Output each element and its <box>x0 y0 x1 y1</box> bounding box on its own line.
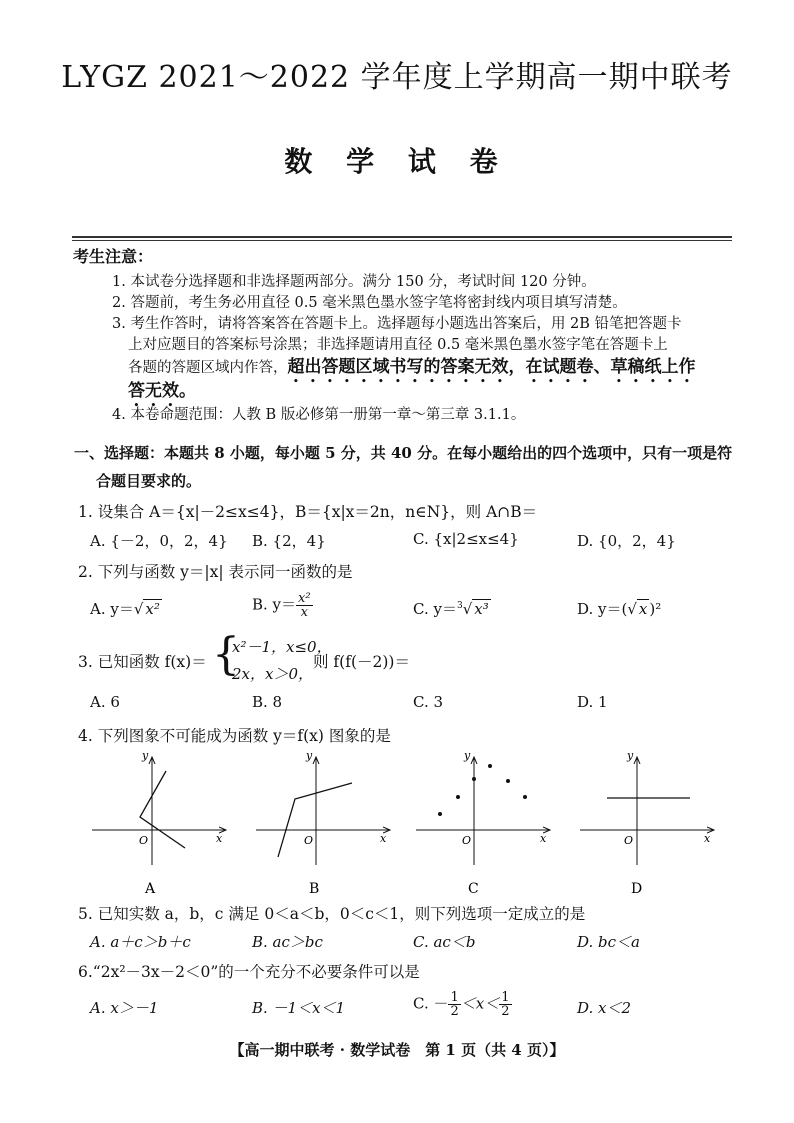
question-1-stem: 1. 设集合 A＝{x|－2≤x≤4}，B＝{x|x＝2n，n∈N}，则 A∩B＝ <box>78 503 538 521</box>
question-3-stem-pre: 3. 已知函数 f(x)＝ <box>78 653 207 671</box>
option-c-middle: ＜x＜ <box>460 994 500 1013</box>
page-footer: 【高一期中联考 · 数学试卷 第 1 页（共 4 页）】 <box>229 1041 565 1059</box>
graph-c-x-label: x <box>540 832 547 845</box>
option-c-radicand: x³ <box>474 600 489 618</box>
question-6-stem: 6.“2x²－3x－2＜0”的一个充分不必要条件可以是 <box>78 963 420 981</box>
fraction-1-numerator: 1 <box>450 990 459 1005</box>
section-heading-line-1: 一、选择题：本题共 8 小题，每小题 5 分，共 40 分。在每小题给出的四个选项中，只有一项是符 <box>74 444 733 462</box>
question-2-option-b <box>252 592 313 619</box>
notice-item-3-line-2: 上对应题目的答案标号涂黑；非选择题请用直径 0.5 毫米黑色墨水签字笔在答题卡上 <box>128 337 668 353</box>
graph-b-origin: O <box>304 834 314 847</box>
option-c-fraction-1 <box>448 991 460 1018</box>
question-2-option-c: C. y＝$^3$√ x³ <box>413 600 489 618</box>
graph-a-x-label: x <box>216 832 223 845</box>
question-3-stem-post: 则 f(f(－2))＝ <box>313 653 410 671</box>
option-d-label: D. y＝( <box>577 600 628 618</box>
question-1-option-a: A. {－2，0，2，4} <box>90 532 228 550</box>
graph-c-y-label: y <box>464 749 471 762</box>
question-2-option-a: A. y＝√ x² <box>90 600 160 618</box>
graph-a <box>92 749 226 897</box>
option-b-label: B. y＝ <box>252 595 297 614</box>
subject-title: 数 学 试 卷 <box>284 145 510 178</box>
question-3-option-b: B. 8 <box>252 693 283 711</box>
question-1-option-c: C. {x|2≤x≤4} <box>413 530 519 548</box>
graph-c-point <box>506 779 510 783</box>
notice-item-4: 4. 本卷命题范围：人教 B 版必修第一册第一章～第三章 3.1.1。 <box>112 407 526 423</box>
graph-b-y-label: y <box>306 749 313 762</box>
header-divider-thick <box>72 236 732 238</box>
graph-d <box>580 749 714 897</box>
fraction-2-denominator: 2 <box>501 1004 510 1019</box>
graph-d-label: D <box>631 881 643 897</box>
question-3-case-1: x²－1，x≤0， <box>232 638 332 656</box>
question-6-option-b: B. －1＜x＜1 <box>252 999 346 1017</box>
graph-b <box>256 749 390 897</box>
graph-b-curve <box>278 783 352 857</box>
question-3-option-d: D. 1 <box>577 693 608 711</box>
graph-a-label: A <box>145 881 156 897</box>
graph-c-origin: O <box>462 834 472 847</box>
graph-b-label: B <box>309 881 320 897</box>
option-c-label: C. y＝ <box>413 600 457 618</box>
option-b-fraction <box>296 592 313 619</box>
exam-title: LYGZ 2021～2022 学年度上学期高一期中联考 <box>61 60 733 95</box>
question-5-option-a: A. a＋c＞b＋c <box>90 933 191 951</box>
notice-item-3-line-3-text: 各题的答题区域内作答， <box>128 360 288 376</box>
notice-item-3-line-1: 3. 考生作答时，请将答案答在答题卡上。选择题每小题选出答案后，用 2B 铅笔把答题卡 <box>112 316 682 332</box>
option-c-root-index: 3 <box>456 601 463 611</box>
question-3-option-c: C. 3 <box>413 693 444 711</box>
question-1-option-b: B. {2，4} <box>252 532 326 550</box>
graph-b-x-label: x <box>380 832 387 845</box>
question-4-stem: 4. 下列图象不可能成为函数 y＝f(x) 图象的是 <box>78 727 391 745</box>
notice-item-1: 1. 本试卷分选择题和非选择题两部分。满分 150 分，考试时间 120 分钟。 <box>112 274 596 290</box>
option-b-numerator: x² <box>298 591 311 606</box>
fraction-2-numerator: 1 <box>501 990 510 1005</box>
question-6-option-c <box>413 991 512 1018</box>
graph-c-point <box>488 764 492 768</box>
graph-a-y-label: y <box>142 749 149 762</box>
question-2-stem: 2. 下列与函数 y＝|x| 表示同一函数的是 <box>78 563 353 581</box>
graph-d-y-label: y <box>627 749 634 762</box>
option-d-radicand: x <box>638 600 648 618</box>
option-c-prefix: C. － <box>413 994 449 1013</box>
graph-a-origin: O <box>139 834 149 847</box>
notice-item-2: 2. 答题前，考生务必用直径 0.5 毫米黑色墨水签字笔将密封线内项目填写清楚。 <box>112 295 627 311</box>
graph-c-point <box>523 795 527 799</box>
notice-emphasis-text-end: 答无效。 <box>128 381 196 401</box>
question-3-option-a: A. 6 <box>90 693 120 711</box>
fraction-1-denominator: 2 <box>450 1004 459 1019</box>
question-5-option-c: C. ac＜b <box>413 933 476 951</box>
piecewise-brace: { <box>212 629 240 680</box>
option-c-fraction-2 <box>499 991 511 1018</box>
question-3-case-2: 2x，x＞0， <box>232 665 314 683</box>
question-2-option-d: D. y＝(√ x )² <box>577 600 662 618</box>
header-divider-thin <box>72 240 732 241</box>
graph-d-origin: O <box>624 834 634 847</box>
question-6-option-d: D. x＜2 <box>577 999 632 1017</box>
graph-c-point <box>472 777 476 781</box>
graph-c-label: C <box>468 881 479 897</box>
notice-item-3-line-3 <box>128 352 696 387</box>
graph-c-point <box>438 812 442 816</box>
question-5-option-d: D. bc＜a <box>577 933 640 951</box>
graph-c <box>416 749 550 897</box>
graph-c-point <box>456 795 460 799</box>
notice-heading: 考生注意： <box>73 247 154 266</box>
option-a-label: A. y＝ <box>90 600 134 618</box>
question-1-option-d: D. {0，2，4} <box>577 532 676 550</box>
option-b-denominator: x <box>300 605 308 620</box>
notice-emphasis-text: 超出答题区域书写的答案无效，在试题卷、草稿纸上作 <box>287 357 696 377</box>
question-5-stem: 5. 已知实数 a，b，c 满足 0＜a＜b，0＜c＜1，则下列选项一定成立的是 <box>78 905 586 923</box>
question-4-graphs <box>0 745 794 905</box>
option-d-tail: )² <box>649 600 662 618</box>
question-6-option-a: A. x＞－1 <box>90 999 159 1017</box>
section-heading-line-2: 合题目要求的。 <box>96 472 202 490</box>
question-5-option-b: B. ac＞bc <box>252 933 323 951</box>
option-a-radicand: x² <box>145 600 160 618</box>
graph-d-x-label: x <box>704 832 711 845</box>
